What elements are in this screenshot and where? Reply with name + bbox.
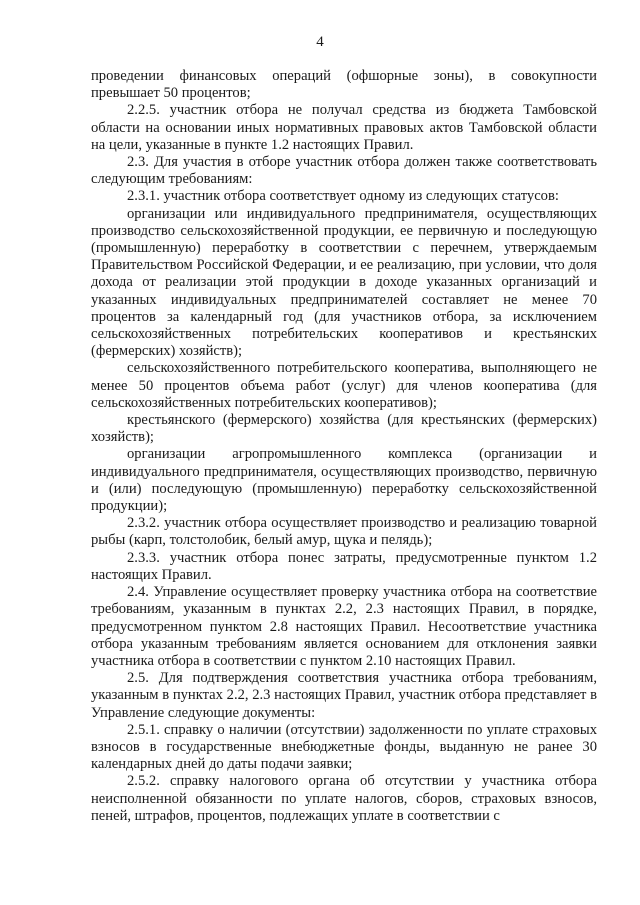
- paragraph-2-3: 2.3. Для участия в отборе участник отбора должен также соответствовать следующим требованиям:: [91, 154, 597, 188]
- paragraph-2-5: 2.5. Для подтверждения соответствия участника отбора требованиям, указанным в пунктах 2.2, 2.3 настоящих Правил, участник отбора представляет в Управление следующие документы:: [91, 670, 597, 721]
- paragraph-2-5-2: 2.5.2. справку налогового органа об отсутствии у участника отбора неисполненной обязанности по уплате налогов, сборов, страховых взносов, пеней, штрафов, процентов, подлежащих уплате в соответствии с: [91, 773, 597, 824]
- paragraph-status-organization: организации или индивидуального предпринимателя, осуществляющих производство сельскохозяйственной продукции, ее первичную и последующую (промышленную) переработку в соответствии с перечнем, утверждаемым Правительством Российской Федерации, и ее реализацию, при условии, что доля дохода от реализации этой продукции в доходе указанных организаций и указанных индивидуальных предпринимателей составляет не менее 70 процентов за календарный год (для участников отбора, за исключением сельскохозяйственных потребительских кооперативов и крестьянских (фермерских) хозяйств);: [91, 205, 597, 360]
- paragraph-status-agro-complex: организации агропромышленного комплекса (организации и индивидуального предпринимателя, осуществляющих производство, первичную и (или) последующую (промышленную) переработку сельскохозяйственной продукции);: [91, 446, 597, 515]
- paragraph-2-3-3: 2.3.3. участник отбора понес затраты, предусмотренные пунктом 1.2 настоящих Правил.: [91, 549, 597, 583]
- paragraph-2-5-1: 2.5.1. справку о наличии (отсутствии) задолженности по уплате страховых взносов в государственные внебюджетные фонды, выданную не ранее 30 календарных дней до даты подачи заявки;: [91, 721, 597, 773]
- page-number: 4: [316, 34, 324, 50]
- paragraph-2-3-1: 2.3.1. участник отбора соответствует одному из следующих статусов:: [127, 188, 559, 205]
- paragraph-continuation: проведении финансовых операций (офшорные зоны), в совокупности превышает 50 процентов;: [91, 68, 597, 102]
- paragraph-status-cooperative: сельскохозяйственного потребительского кооператива, выполняющего не менее 50 процентов объема работ (услуг) для членов кооператива (для сельскохозяйственных потребительских кооперативов);: [91, 360, 597, 411]
- paragraph-status-farm: крестьянского (фермерского) хозяйства (для крестьянских (фермерских) хозяйств);: [91, 412, 597, 446]
- document-body: [91, 68, 597, 825]
- paragraph-2-4: 2.4. Управление осуществляет проверку участника отбора на соответствие требованиям, указанным в пунктах 2.2, 2.3 настоящих Правил, в порядке, предусмотренном пунктом 2.8 настоящих Правил. Несоответствие участника отбора указанным требованиям является основанием для отклонения заявки участника отбора в соответствии с пунктом 2.10 настоящих Правил.: [91, 584, 597, 669]
- paragraph-2-3-2: 2.3.2. участник отбора осуществляет производство и реализацию товарной рыбы (карп, толстолобик, белый амур, щука и пелядь);: [91, 515, 597, 549]
- paragraph-2-2-5: 2.2.5. участник отбора не получал средства из бюджета Тамбовской области на основании иных нормативных правовых актов Тамбовской области на цели, указанные в пункте 1.2 настоящих Правил.: [91, 102, 597, 153]
